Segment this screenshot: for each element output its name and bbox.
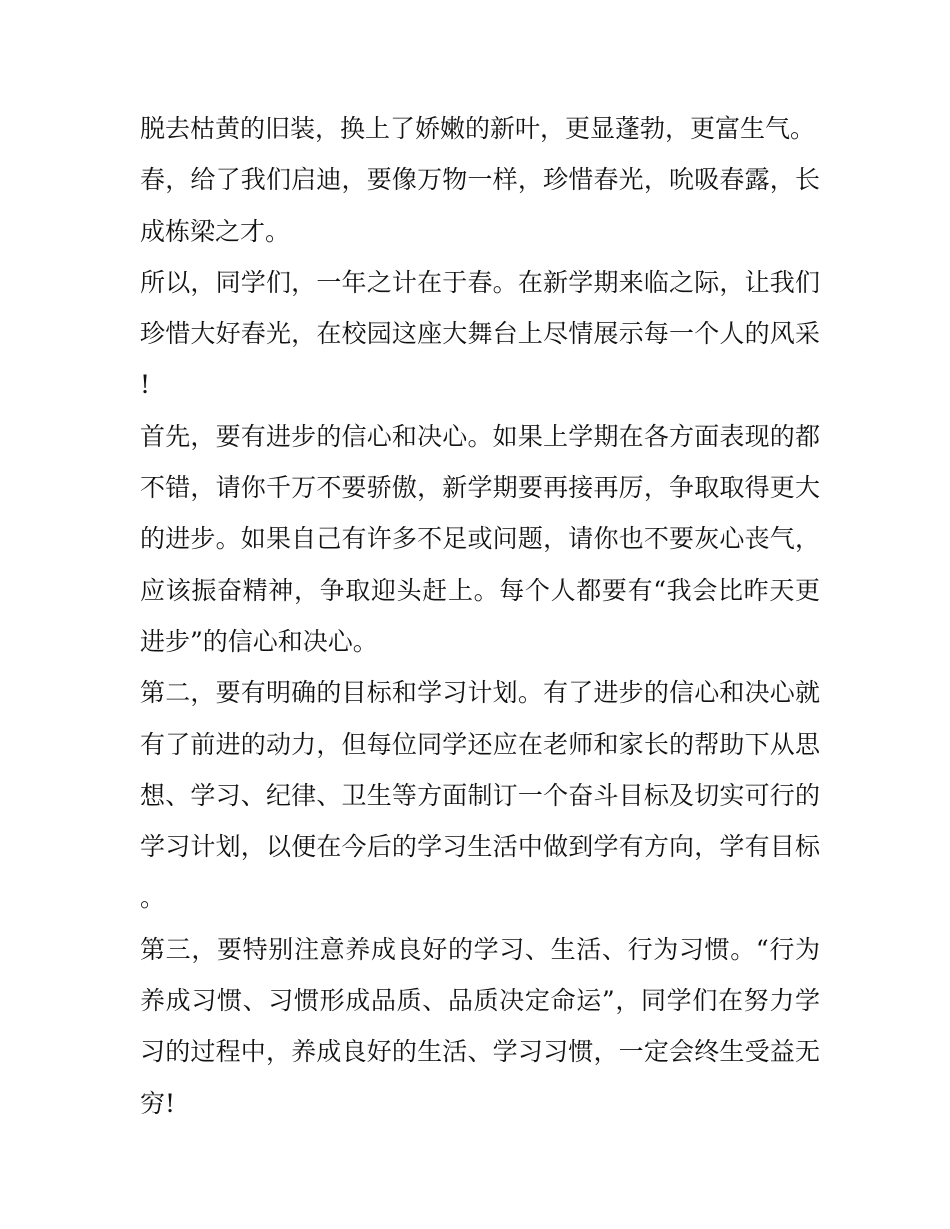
paragraph-2: 春，给了我们启迪，要像万物一样，珍惜春光，吮吸春露，长成栋梁之才。: [140, 165, 820, 246]
paragraph-6: 第三，要特别注意养成良好的学习、生活、行为习惯。“行为养成习惯、习惯形成品质、品质决定命运”，同学们在努力学习的过程中，养成良好的生活、学习习惯，一定会终生受益无穷!: [140, 934, 820, 1118]
body-text: [140, 103, 820, 1129]
paragraph-5: 第二，要有明确的目标和学习计划。有了进步的信心和决心就有了前进的动力，但每位同学还应在老师和家长的帮助下从思想、学习、纪律、卫生等方面制订一个奋斗目标及切实可行的学习计划，以便在今后的学习生活中做到学有方向，学有目标。: [140, 678, 820, 913]
paragraph-1: 脱去枯黄的旧装，换上了娇嫩的新叶，更显蓬勃，更富生气。: [140, 114, 816, 143]
paragraph-4: 首先，要有进步的信心和决心。如果上学期在各方面表现的都不错，请你千万不要骄傲，新学期要再接再厉，争取取得更大的进步。如果自己有许多不足或问题，请你也不要灰心丧气，应该振奋精神，争取迎头赶上。每个人都要有“我会比昨天更进步”的信心和决心。: [140, 421, 820, 656]
paragraph-3: 所以，同学们，一年之计在于春。在新学期来临之际，让我们珍惜大好春光，在校园这座大舞台上尽情展示每一个人的风采!: [140, 267, 820, 400]
